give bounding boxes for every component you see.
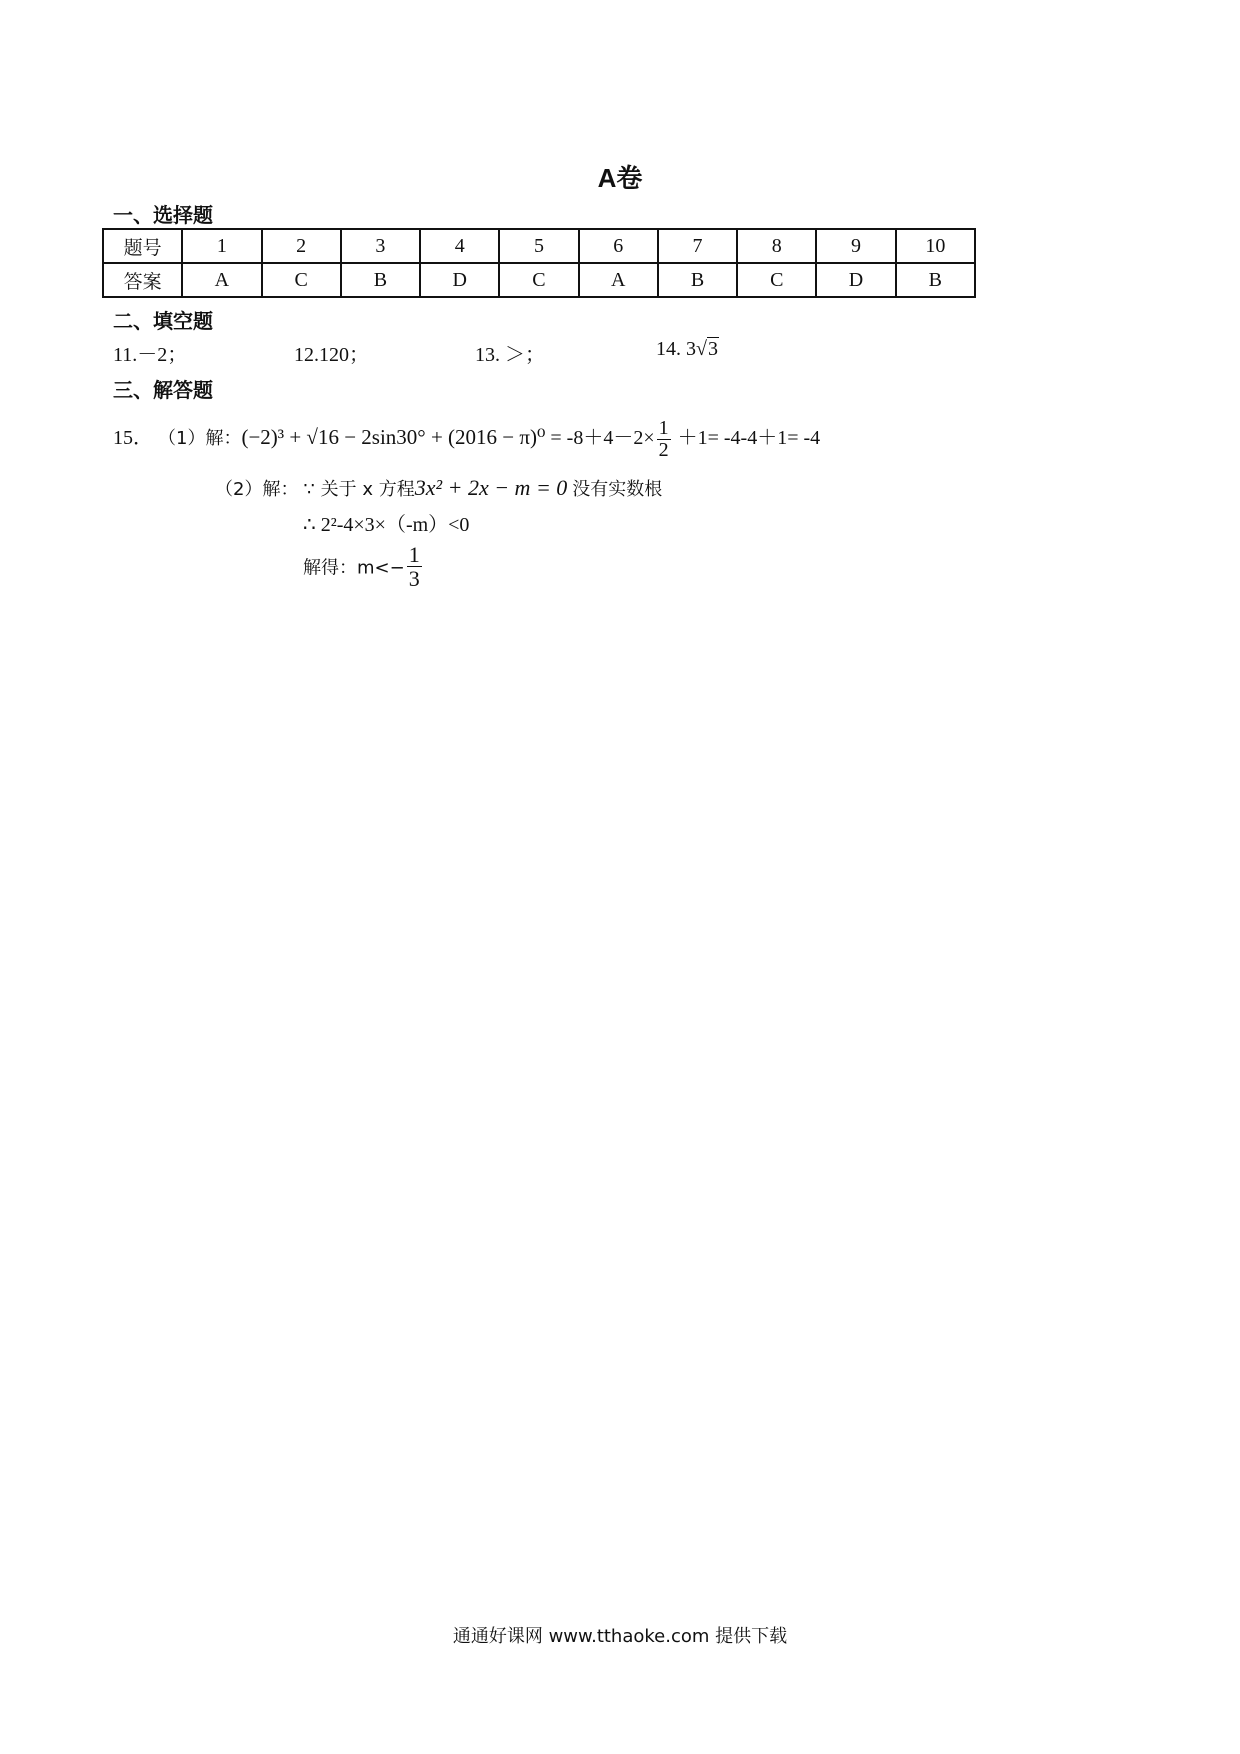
answer-cell: D	[816, 263, 895, 297]
q15-part1-steps-b: ＋1= -4-4＋1= -4	[677, 427, 821, 450]
fraction-numerator: 1	[408, 542, 420, 567]
section-fill-heading: 二、填空题	[113, 309, 213, 333]
answer-cell: C	[262, 263, 341, 297]
fill-answer-14-radicand: 3	[707, 338, 718, 360]
q15-part2-label: （2）解：	[215, 479, 299, 500]
q15-number: 15．	[113, 427, 153, 450]
question-number: 8	[737, 229, 816, 263]
q15-part2-because: ∵ 关于 x 方程	[303, 479, 415, 500]
answer-cell: B	[896, 263, 975, 297]
answer-table	[102, 228, 976, 298]
fill-answer-12: 12.120；	[294, 344, 369, 366]
q15-part1-expression: (−2)³ + √16 − 2sin30° + (2016 − π)⁰	[241, 425, 546, 450]
table-row-answers	[103, 263, 975, 297]
fraction-one-half	[657, 418, 671, 461]
answer-cell: D	[420, 263, 499, 297]
question-number: 4	[420, 229, 499, 263]
fraction-numerator: 1	[658, 417, 669, 439]
fill-answer-11: 11.－2；	[113, 344, 188, 366]
page-title: A卷	[597, 163, 643, 193]
table-row-numbers	[103, 229, 975, 263]
question-number: 2	[262, 229, 341, 263]
answer-cell: A	[579, 263, 658, 297]
section-choice-heading: 一、选择题	[113, 203, 213, 227]
fill-answer-14-prefix: 14. 3	[656, 338, 696, 360]
question-number: 7	[658, 229, 737, 263]
row-label-number: 题号	[103, 229, 182, 263]
q15-part1-label: （1）解：	[158, 428, 242, 450]
question-number: 3	[341, 229, 420, 263]
q15-part2-result-label: 解得：m<−	[303, 557, 405, 579]
q15-part1-steps-a: = -8＋4－2×	[550, 427, 655, 450]
answer-cell: A	[182, 263, 261, 297]
q15-part2-therefore: ∴ 2²-4×3×（-m）<0	[303, 514, 470, 536]
section-solve-heading: 三、解答题	[113, 378, 213, 402]
question-number: 6	[579, 229, 658, 263]
fraction-denominator: 2	[658, 439, 669, 461]
q15-part2-no-root: 没有实数根	[572, 479, 663, 500]
answer-cell: B	[341, 263, 420, 297]
q15-part2-equation: 3x² + 2x − m = 0	[414, 475, 568, 500]
fraction-denominator: 3	[408, 566, 420, 592]
answer-cell: C	[499, 263, 578, 297]
fill-answer-13: 13. ＞；	[475, 344, 545, 366]
footer-source: 通通好课网 www.tthaoke.com 提供下载	[452, 1626, 788, 1647]
q15-part2-line	[215, 475, 662, 501]
question-number: 10	[896, 229, 975, 263]
fill-answer-14	[656, 338, 719, 361]
answer-cell: B	[658, 263, 737, 297]
answer-cell: C	[737, 263, 816, 297]
q15-part2-result	[303, 543, 424, 590]
question-number: 5	[499, 229, 578, 263]
fraction-one-third	[407, 543, 422, 590]
question-number: 1	[182, 229, 261, 263]
sqrt-sign: √	[696, 338, 707, 360]
q15-part1-line	[113, 418, 820, 461]
row-label-answer: 答案	[103, 263, 182, 297]
question-number: 9	[816, 229, 895, 263]
